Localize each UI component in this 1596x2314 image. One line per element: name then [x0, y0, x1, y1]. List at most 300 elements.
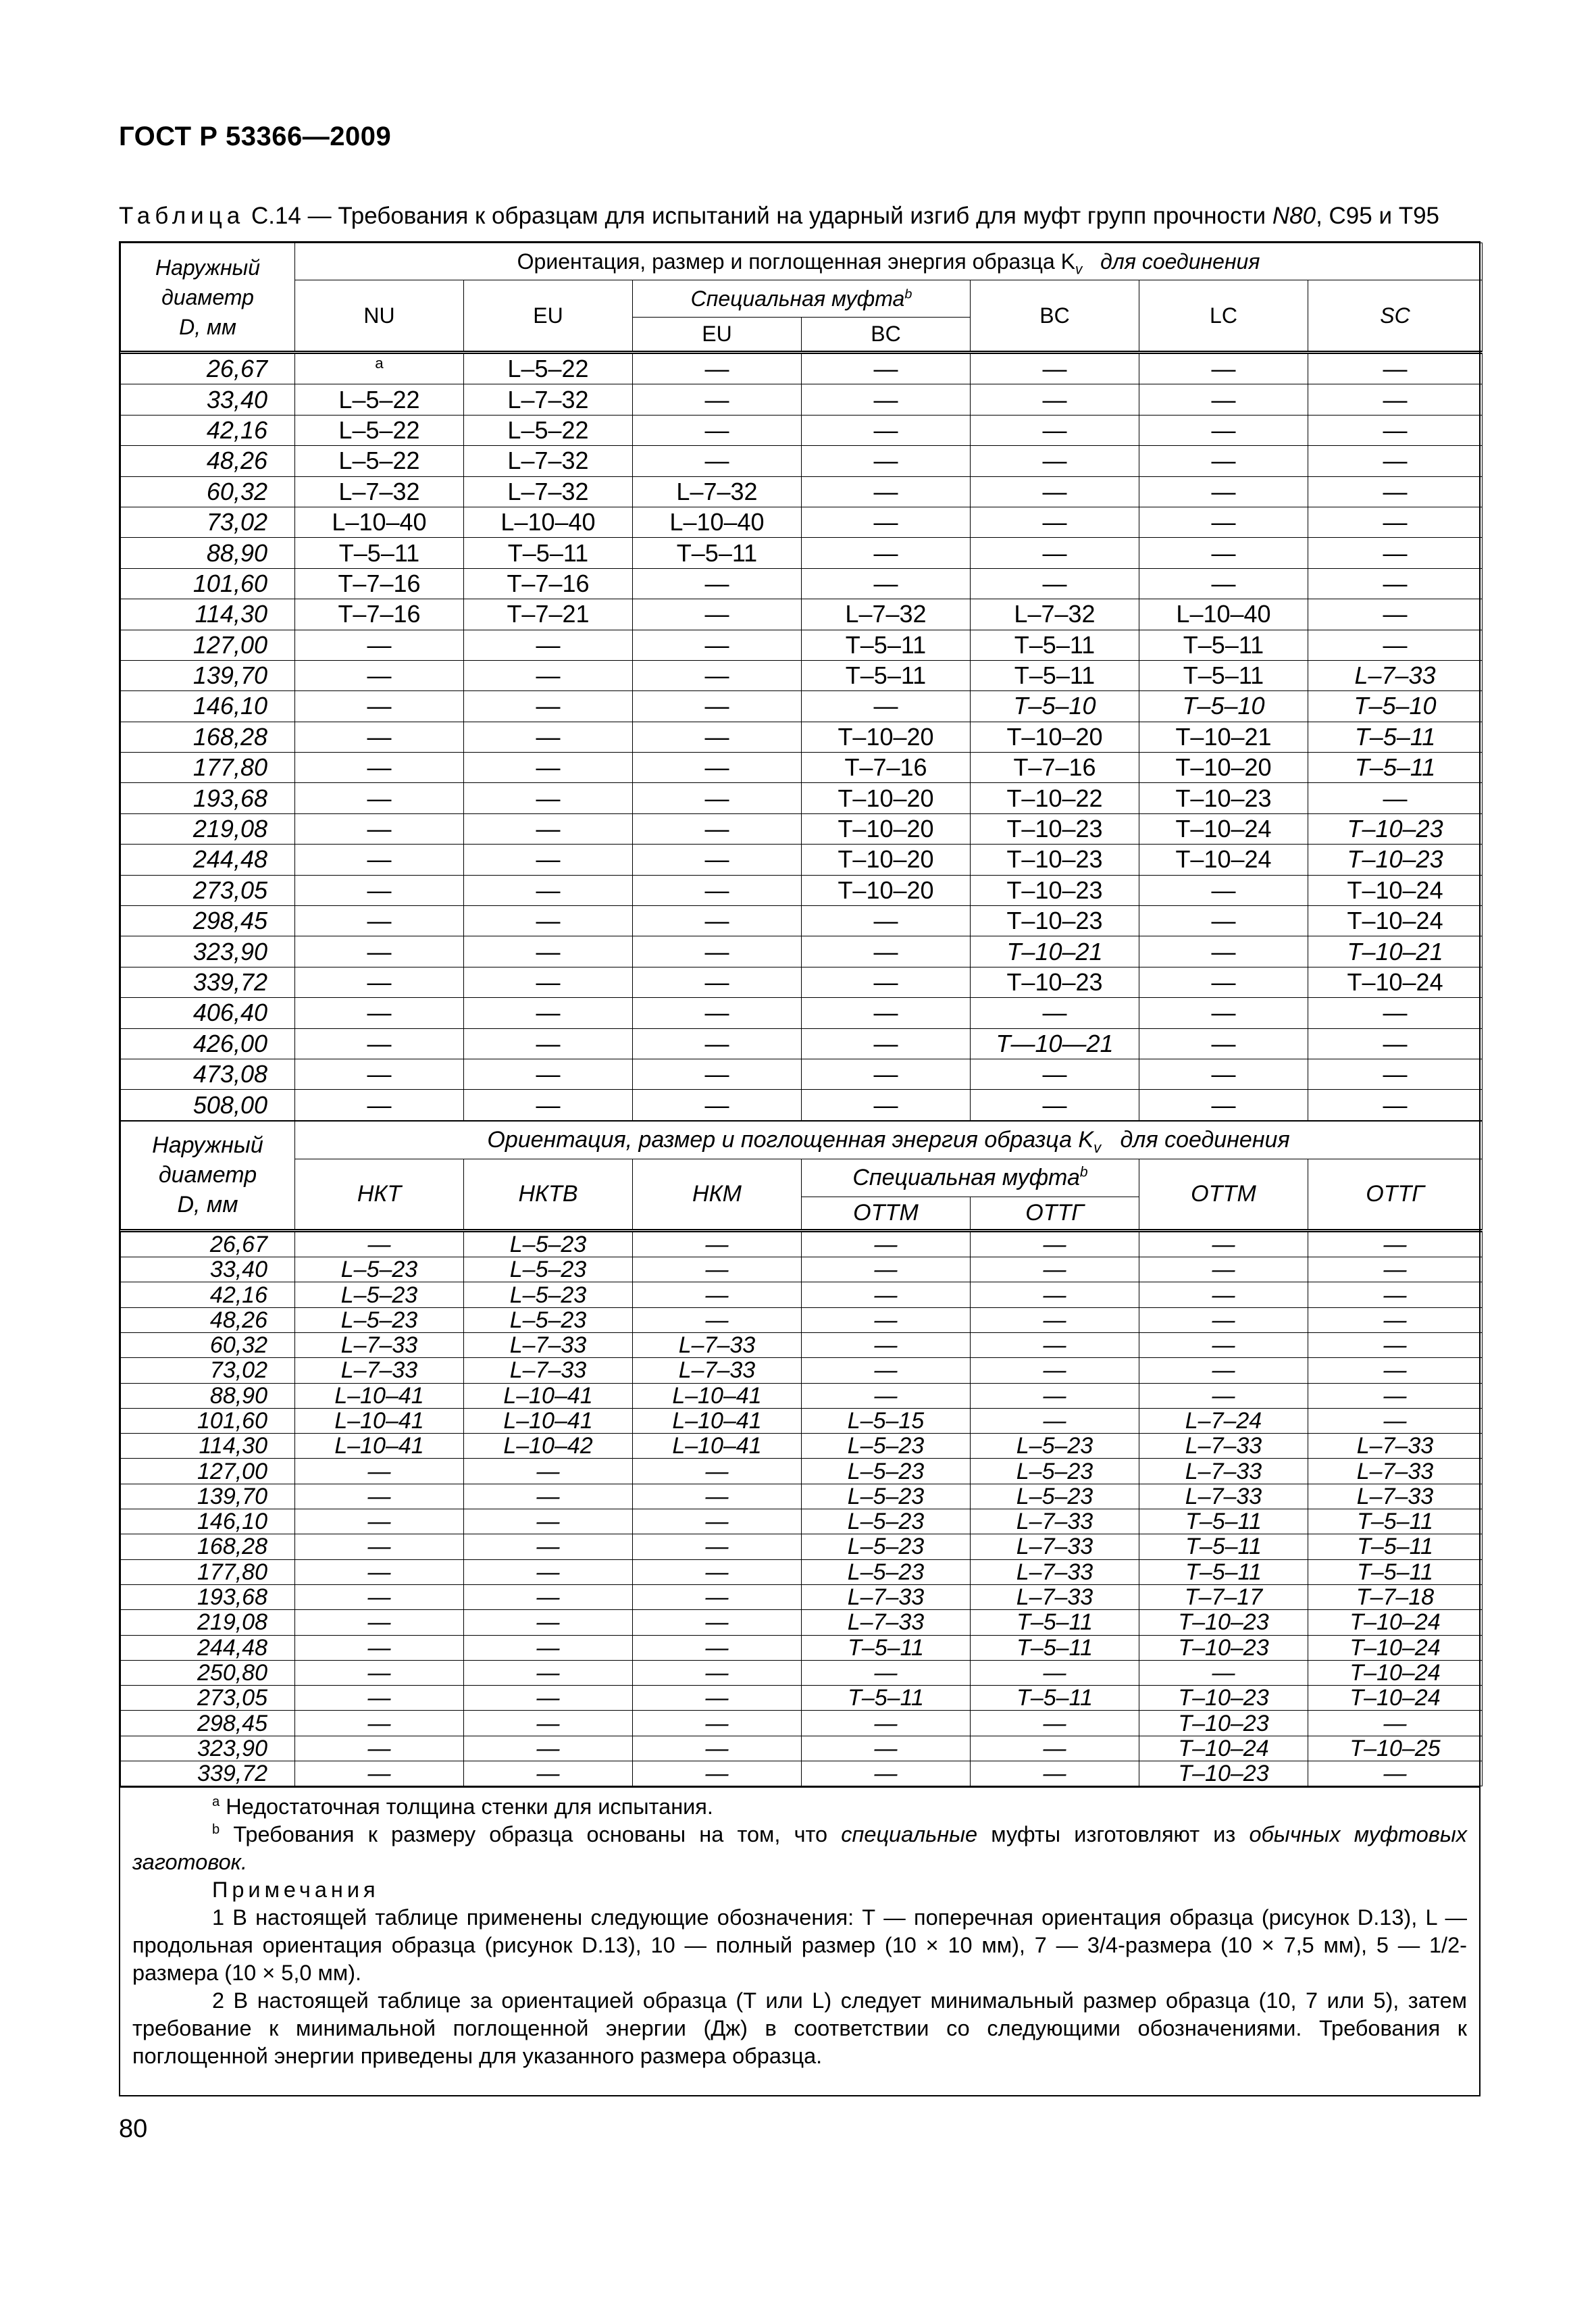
value-cell: — [464, 691, 633, 722]
value-cell: — [1139, 568, 1308, 599]
value-cell: T–10–24 [1308, 1610, 1483, 1635]
value-cell: T–10–20 [802, 813, 971, 844]
value-cell: — [971, 1358, 1139, 1383]
value-cell: L–7–32 [464, 384, 633, 415]
col-header: ОТТГ [1308, 1159, 1483, 1230]
value-cell: — [802, 967, 971, 997]
value-cell: — [295, 1736, 464, 1761]
value-cell: — [1139, 446, 1308, 476]
value-cell: — [464, 967, 633, 997]
value-cell: — [633, 1761, 802, 1786]
diameter-cell: 273,05 [121, 1686, 295, 1711]
value-cell: L–7–33 [1308, 1459, 1483, 1484]
value-cell: L–5–23 [971, 1484, 1139, 1509]
table-row [121, 783, 1483, 813]
value-cell: T–5–11 [802, 630, 971, 660]
table-row [121, 1534, 1483, 1559]
value-cell: — [464, 1635, 633, 1660]
value-cell: L–5–23 [295, 1282, 464, 1307]
value-cell: L–5–23 [971, 1459, 1139, 1484]
value-cell: L–5–23 [802, 1534, 971, 1559]
value-cell: — [295, 1711, 464, 1736]
value-cell: T–5–11 [295, 538, 464, 568]
value-cell: — [1308, 998, 1483, 1028]
value-cell: — [633, 1459, 802, 1484]
value-cell: a [295, 353, 464, 384]
value-cell: — [1139, 1307, 1308, 1332]
table-row [121, 538, 1483, 568]
value-cell: T–5–11 [1308, 722, 1483, 752]
value-cell: L–5–22 [464, 353, 633, 384]
value-cell: T–5–11 [1308, 1509, 1483, 1534]
value-cell: — [633, 1257, 802, 1282]
table-row [121, 998, 1483, 1028]
value-cell: — [802, 1090, 971, 1120]
value-cell: — [633, 1584, 802, 1609]
value-cell: — [802, 1736, 971, 1761]
value-cell: T–10–23 [1308, 845, 1483, 875]
value-cell: L–5–23 [802, 1509, 971, 1534]
value-cell: — [802, 476, 971, 507]
value-cell: T–5–11 [802, 1635, 971, 1660]
value-cell: L–10–42 [464, 1434, 633, 1459]
value-cell: — [971, 507, 1139, 537]
table-row [121, 1509, 1483, 1534]
value-cell: — [1139, 415, 1308, 445]
value-cell: — [1139, 1332, 1308, 1357]
table-row [121, 1761, 1483, 1786]
value-cell: L–5–23 [464, 1230, 633, 1257]
diameter-cell: 219,08 [121, 1610, 295, 1635]
value-cell: — [633, 568, 802, 599]
special-coupling-header: Специальная муфта$^b$ [802, 1159, 1139, 1197]
value-cell: — [1308, 446, 1483, 476]
value-cell: — [1308, 1358, 1483, 1383]
value-cell: — [633, 1686, 802, 1711]
value-cell: — [971, 1059, 1139, 1089]
value-cell: — [971, 353, 1139, 384]
value-cell: — [633, 630, 802, 660]
col-header: НКМ [633, 1159, 802, 1230]
value-cell: L–10–41 [295, 1408, 464, 1433]
group-header: Ориентация, размер и поглощенная энергия образца $K_v$ для соединения [295, 1121, 1483, 1159]
value-cell: L–10–41 [633, 1383, 802, 1408]
value-cell: T–10–23 [971, 967, 1139, 997]
table-row [121, 1711, 1483, 1736]
diameter-header: Наружный диаметр D, мм [121, 243, 295, 353]
table-row [121, 1610, 1483, 1635]
value-cell: — [802, 1358, 971, 1383]
value-cell: L–5–23 [802, 1434, 971, 1459]
value-cell: L–5–23 [295, 1257, 464, 1282]
value-cell: — [295, 1090, 464, 1120]
value-cell: — [633, 1660, 802, 1685]
value-cell: L–5–23 [802, 1484, 971, 1509]
special-coupling-header: Специальная муфта$^b$ [633, 280, 971, 318]
diameter-cell: 146,10 [121, 691, 295, 722]
value-cell: T–5–11 [971, 630, 1139, 660]
table-row [121, 1408, 1483, 1433]
value-cell: — [295, 936, 464, 967]
value-cell: T–10–20 [971, 722, 1139, 752]
value-cell: — [1308, 568, 1483, 599]
value-cell: — [1308, 630, 1483, 660]
value-cell: — [295, 1660, 464, 1685]
value-cell: — [295, 1509, 464, 1534]
value-cell: — [464, 1484, 633, 1509]
value-cell: T–10–23 [1308, 813, 1483, 844]
table-row [121, 1584, 1483, 1609]
value-cell: — [802, 998, 971, 1028]
diameter-cell: 219,08 [121, 813, 295, 844]
diameter-cell: 88,90 [121, 1383, 295, 1408]
diameter-cell: 88,90 [121, 538, 295, 568]
value-cell: — [295, 1028, 464, 1059]
value-cell: — [1139, 353, 1308, 384]
value-cell: — [971, 1711, 1139, 1736]
value-cell: L–7–33 [802, 1610, 971, 1635]
value-cell: — [633, 1509, 802, 1534]
table-row [121, 507, 1483, 537]
table-row [121, 967, 1483, 997]
value-cell: — [633, 936, 802, 967]
value-cell: T–7–16 [971, 753, 1139, 783]
diameter-cell: 426,00 [121, 1028, 295, 1059]
table-row [121, 1358, 1483, 1383]
value-cell: T—10—21 [971, 1028, 1139, 1059]
value-cell: T–5–11 [1308, 1534, 1483, 1559]
value-cell: L–5–23 [464, 1282, 633, 1307]
value-cell: — [633, 384, 802, 415]
diameter-cell: 323,90 [121, 936, 295, 967]
diameter-cell: 101,60 [121, 568, 295, 599]
value-cell: T–5–11 [1139, 630, 1308, 660]
value-cell: — [295, 967, 464, 997]
value-cell: — [464, 845, 633, 875]
value-cell: — [1139, 936, 1308, 967]
value-cell: L–5–23 [971, 1434, 1139, 1459]
value-cell: L–7–32 [464, 476, 633, 507]
diameter-cell: 33,40 [121, 1257, 295, 1282]
col-header: NU [295, 280, 464, 353]
caption-group-n80: N80 [1272, 203, 1316, 229]
diameter-cell: 73,02 [121, 1358, 295, 1383]
value-cell: T–7–21 [464, 599, 633, 630]
value-cell: — [802, 507, 971, 537]
value-cell: — [971, 1660, 1139, 1685]
value-cell: L–5–23 [464, 1257, 633, 1282]
col-header: НКТВ [464, 1159, 633, 1230]
value-cell: T–10–22 [971, 783, 1139, 813]
value-cell: — [1308, 1408, 1483, 1433]
value-cell: L–10–41 [464, 1383, 633, 1408]
diameter-cell: 114,30 [121, 1434, 295, 1459]
table-caption [119, 203, 1439, 230]
value-cell: T–10–24 [1308, 875, 1483, 905]
diameter-cell: 177,80 [121, 753, 295, 783]
value-cell: T–10–24 [1308, 906, 1483, 936]
value-cell: — [802, 906, 971, 936]
value-cell: — [295, 1484, 464, 1509]
value-cell: — [464, 936, 633, 967]
value-cell: L–7–33 [802, 1584, 971, 1609]
value-cell: T–10–23 [971, 813, 1139, 844]
value-cell: — [1308, 1711, 1483, 1736]
value-cell: — [633, 1484, 802, 1509]
value-cell: — [802, 446, 971, 476]
value-cell: — [295, 1761, 464, 1786]
value-cell: — [1308, 476, 1483, 507]
value-cell: — [464, 753, 633, 783]
value-cell: T–10–21 [971, 936, 1139, 967]
table-row [121, 875, 1483, 905]
value-cell: T–7–16 [802, 753, 971, 783]
value-cell: — [1308, 538, 1483, 568]
value-cell: T–10–24 [1308, 1686, 1483, 1711]
value-cell: — [633, 783, 802, 813]
value-cell: — [295, 1610, 464, 1635]
value-cell: T–10–23 [1139, 1686, 1308, 1711]
diameter-cell: 508,00 [121, 1090, 295, 1120]
value-cell: — [802, 1332, 971, 1357]
value-cell: — [633, 1711, 802, 1736]
value-cell: L–5–22 [295, 384, 464, 415]
value-cell: — [633, 875, 802, 905]
table-row [121, 845, 1483, 875]
value-cell: — [633, 1028, 802, 1059]
value-cell: — [464, 1509, 633, 1534]
table-row [121, 813, 1483, 844]
table-row [121, 936, 1483, 967]
value-cell: — [633, 1635, 802, 1660]
table-row [121, 1686, 1483, 1711]
value-cell: — [971, 1736, 1139, 1761]
value-cell: — [633, 415, 802, 445]
value-cell: L–7–24 [1139, 1408, 1308, 1433]
value-cell: — [464, 1534, 633, 1559]
value-cell: T–5–10 [1308, 691, 1483, 722]
value-cell: T–5–11 [971, 660, 1139, 690]
value-cell: — [464, 660, 633, 690]
value-cell: T–5–11 [464, 538, 633, 568]
value-cell: — [1308, 783, 1483, 813]
value-cell: L–10–40 [295, 507, 464, 537]
value-cell: — [1139, 1358, 1308, 1383]
value-cell: L–10–41 [295, 1383, 464, 1408]
value-cell: — [633, 1559, 802, 1584]
value-cell: — [802, 353, 971, 384]
value-cell: — [802, 538, 971, 568]
value-cell: T–5–10 [1139, 691, 1308, 722]
value-cell: — [295, 1534, 464, 1559]
value-cell: — [802, 1282, 971, 1307]
table-row [121, 660, 1483, 690]
diameter-cell: 273,05 [121, 875, 295, 905]
value-cell: — [802, 1059, 971, 1089]
value-cell: — [295, 1230, 464, 1257]
value-cell: T–10–23 [971, 875, 1139, 905]
value-cell: L–5–22 [464, 415, 633, 445]
value-cell: — [295, 1584, 464, 1609]
value-cell: — [1139, 507, 1308, 537]
value-cell: — [464, 1761, 633, 1786]
value-cell: T–10–23 [1139, 1711, 1308, 1736]
value-cell: — [464, 1660, 633, 1685]
value-cell: L–7–32 [802, 599, 971, 630]
value-cell: T–5–11 [1139, 1534, 1308, 1559]
diameter-cell: 139,70 [121, 1484, 295, 1509]
note-2: 2 В настоящей таблице за ориентацией образца (Т или L) следует минимальный размер образца (10, 7 или 5), затем требование к минимальной поглощенной энергии (Дж) в соответствии со следующими обозначениями. Требования к поглощенной энергии приведены для указанного размера образца. [132, 1988, 1467, 2069]
value-cell: L–5–22 [295, 415, 464, 445]
value-cell: T–10–24 [1308, 1635, 1483, 1660]
value-cell: L–7–33 [1139, 1459, 1308, 1484]
value-cell: — [295, 691, 464, 722]
table-row [121, 1332, 1483, 1357]
value-cell: — [464, 813, 633, 844]
value-cell: — [802, 568, 971, 599]
value-cell: — [971, 1090, 1139, 1120]
col-header: LC [1139, 280, 1308, 353]
value-cell: — [802, 1307, 971, 1332]
value-cell: — [802, 1257, 971, 1282]
value-cell: T–5–11 [1139, 1509, 1308, 1534]
value-cell: — [295, 783, 464, 813]
value-cell: — [1308, 1332, 1483, 1357]
diameter-cell: 177,80 [121, 1559, 295, 1584]
value-cell: T–7–18 [1308, 1584, 1483, 1609]
value-cell: L–5–23 [802, 1459, 971, 1484]
diameter-cell: 114,30 [121, 599, 295, 630]
value-cell: T–10–24 [1139, 813, 1308, 844]
notes-title: Примечания [212, 1878, 380, 1903]
col-header: ОТТМ [1139, 1159, 1308, 1230]
value-cell: L–7–32 [295, 476, 464, 507]
value-cell: T–10–24 [1139, 1736, 1308, 1761]
value-cell: — [633, 1307, 802, 1332]
value-cell: L–5–22 [295, 446, 464, 476]
note-1: 1 В настоящей таблице применены следующие обозначения: Т — поперечная ориентация образца (рисунок D.13), L — продольная ориентация образца (рисунок D.13), 10 — полный размер (10 × 10 мм), 7 — 3/4-размера (10 × 7,5 мм), 5 — 1/2-размера (10 × 5,0 мм). [132, 1905, 1467, 1986]
value-cell: L–10–40 [464, 507, 633, 537]
value-cell: — [1308, 507, 1483, 537]
value-cell: — [633, 1059, 802, 1089]
value-cell: T–10–21 [1139, 722, 1308, 752]
value-cell: L–5–23 [802, 1559, 971, 1584]
value-cell: T–5–11 [633, 538, 802, 568]
value-cell: — [1308, 1282, 1483, 1307]
diameter-cell: 60,32 [121, 476, 295, 507]
value-cell: — [295, 998, 464, 1028]
value-cell: — [802, 415, 971, 445]
value-cell: T–5–11 [971, 1635, 1139, 1660]
value-cell: L–7–33 [295, 1358, 464, 1383]
diameter-cell: 193,68 [121, 1584, 295, 1609]
value-cell: — [1308, 1230, 1483, 1257]
value-cell: — [1308, 1307, 1483, 1332]
value-cell: — [802, 1660, 971, 1685]
document-code: ГОСТ Р 53366—2009 [119, 122, 392, 151]
table-row [121, 1230, 1483, 1257]
table-row [121, 906, 1483, 936]
table-row [121, 1059, 1483, 1089]
diameter-cell: 127,00 [121, 630, 295, 660]
value-cell: — [464, 1686, 633, 1711]
value-cell: T–5–11 [1139, 660, 1308, 690]
value-cell: — [971, 998, 1139, 1028]
value-cell: — [295, 660, 464, 690]
value-cell: — [802, 1711, 971, 1736]
value-cell: T–5–11 [802, 660, 971, 690]
table-row [121, 630, 1483, 660]
value-cell: — [1308, 384, 1483, 415]
col-header: SC [1308, 280, 1483, 353]
value-cell: — [1308, 1761, 1483, 1786]
value-cell: L–7–33 [1308, 1484, 1483, 1509]
diameter-cell: 168,28 [121, 722, 295, 752]
table-row [121, 446, 1483, 476]
value-cell: L–7–33 [971, 1559, 1139, 1584]
value-cell: L–10–41 [633, 1434, 802, 1459]
diameter-cell: 73,02 [121, 507, 295, 537]
footnote-a: $^a$ Недостаточная толщина стенки для испытания. [212, 1794, 713, 1819]
value-cell: T–5–11 [1139, 1559, 1308, 1584]
value-cell: — [464, 1610, 633, 1635]
value-cell: — [1308, 1028, 1483, 1059]
value-cell: — [971, 538, 1139, 568]
value-cell: T–10–24 [1139, 845, 1308, 875]
value-cell: T–5–11 [1308, 753, 1483, 783]
table-row [121, 1090, 1483, 1120]
value-cell: — [464, 630, 633, 660]
value-cell: — [1308, 415, 1483, 445]
value-cell: T–7–16 [295, 599, 464, 630]
table-row [121, 1635, 1483, 1660]
diameter-cell: 26,67 [121, 1230, 295, 1257]
value-cell: T–10–24 [1308, 1660, 1483, 1685]
value-cell: — [971, 1761, 1139, 1786]
value-cell: — [971, 1408, 1139, 1433]
table-row [121, 599, 1483, 630]
value-cell: T–5–11 [971, 1610, 1139, 1635]
page-number: 80 [119, 2115, 148, 2143]
value-cell: — [802, 1761, 971, 1786]
value-cell: — [1139, 1059, 1308, 1089]
value-cell: — [1308, 1090, 1483, 1120]
table-row [121, 1736, 1483, 1761]
value-cell: L–7–33 [1139, 1434, 1308, 1459]
diameter-cell: 250,80 [121, 1660, 295, 1685]
value-cell: — [295, 1635, 464, 1660]
value-cell: — [633, 1736, 802, 1761]
col-header: BC [802, 318, 971, 353]
value-cell: T–5–11 [802, 1686, 971, 1711]
value-cell: L–10–41 [633, 1408, 802, 1433]
col-header: ОТТГ [971, 1197, 1139, 1230]
value-cell: — [1139, 1257, 1308, 1282]
value-cell: L–7–32 [464, 446, 633, 476]
diameter-cell: 48,26 [121, 446, 295, 476]
value-cell: — [464, 1090, 633, 1120]
table-row [121, 1257, 1483, 1282]
value-cell: — [295, 1459, 464, 1484]
diameter-cell: 42,16 [121, 1282, 295, 1307]
value-cell: — [1139, 1230, 1308, 1257]
diameter-cell: 339,72 [121, 967, 295, 997]
value-cell: — [464, 1711, 633, 1736]
value-cell: T–10–23 [1139, 1761, 1308, 1786]
value-cell: — [464, 875, 633, 905]
value-cell: — [464, 1028, 633, 1059]
value-cell: — [295, 1059, 464, 1089]
